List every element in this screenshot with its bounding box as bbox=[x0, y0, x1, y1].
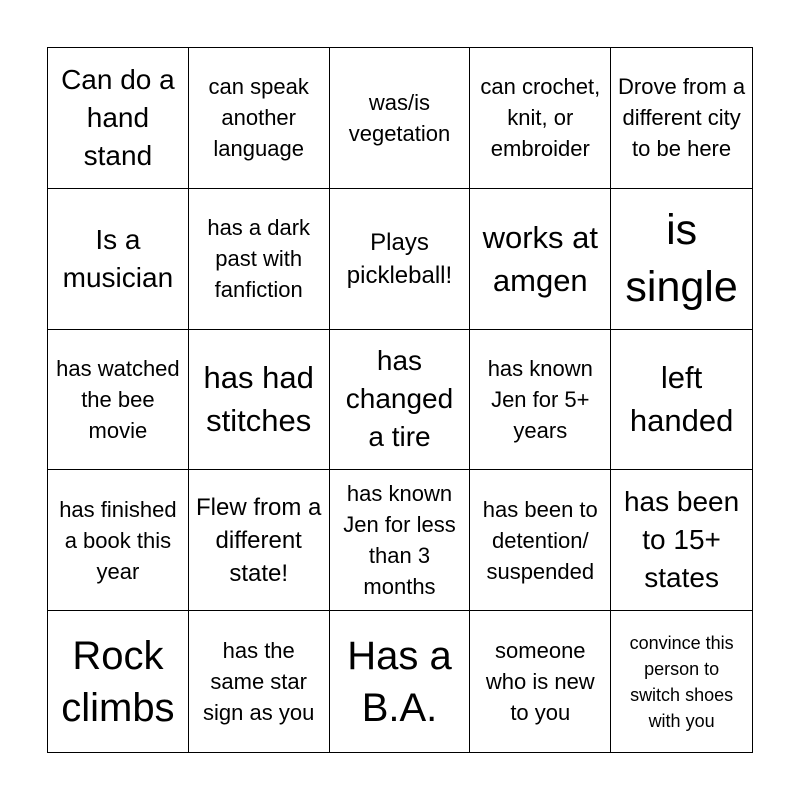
bingo-cell[interactable]: has changed a tire bbox=[330, 330, 471, 471]
bingo-cell[interactable]: has been to 15+ states bbox=[611, 470, 752, 611]
bingo-cell[interactable]: someone who is new to you bbox=[470, 611, 611, 752]
bingo-cell[interactable]: has had stitches bbox=[189, 330, 330, 471]
bingo-cell[interactable]: Drove from a different city to be here bbox=[611, 48, 752, 189]
bingo-cell[interactable]: Has a B.A. bbox=[330, 611, 471, 752]
bingo-cell[interactable]: Is a musician bbox=[48, 189, 189, 330]
bingo-cell[interactable]: Can do a hand stand bbox=[48, 48, 189, 189]
bingo-board bbox=[47, 47, 753, 753]
bingo-cell[interactable]: has known Jen for less than 3 months bbox=[330, 470, 471, 611]
bingo-cell[interactable]: can speak another language bbox=[189, 48, 330, 189]
bingo-cell[interactable]: has the same star sign as you bbox=[189, 611, 330, 752]
bingo-cell[interactable]: Rock climbs bbox=[48, 611, 189, 752]
bingo-cell[interactable]: has a dark past with fanfiction bbox=[189, 189, 330, 330]
bingo-cell[interactable]: works at amgen bbox=[470, 189, 611, 330]
bingo-cell[interactable]: Plays pickleball! bbox=[330, 189, 471, 330]
bingo-cell[interactable]: Flew from a different state! bbox=[189, 470, 330, 611]
bingo-cell[interactable]: can crochet, knit, or embroider bbox=[470, 48, 611, 189]
bingo-cell[interactable]: has finished a book this year bbox=[48, 470, 189, 611]
bingo-cell[interactable]: has known Jen for 5+ years bbox=[470, 330, 611, 471]
bingo-cell[interactable]: has watched the bee movie bbox=[48, 330, 189, 471]
bingo-cell[interactable]: convince this person to switch shoes with you bbox=[629, 632, 734, 731]
bingo-cell[interactable]: has been to detention/ suspended bbox=[470, 470, 611, 611]
bingo-cell[interactable]: is single bbox=[611, 189, 752, 330]
bingo-cell[interactable]: left handed bbox=[611, 330, 752, 471]
bingo-cell[interactable]: was/is vegetation bbox=[330, 48, 471, 189]
